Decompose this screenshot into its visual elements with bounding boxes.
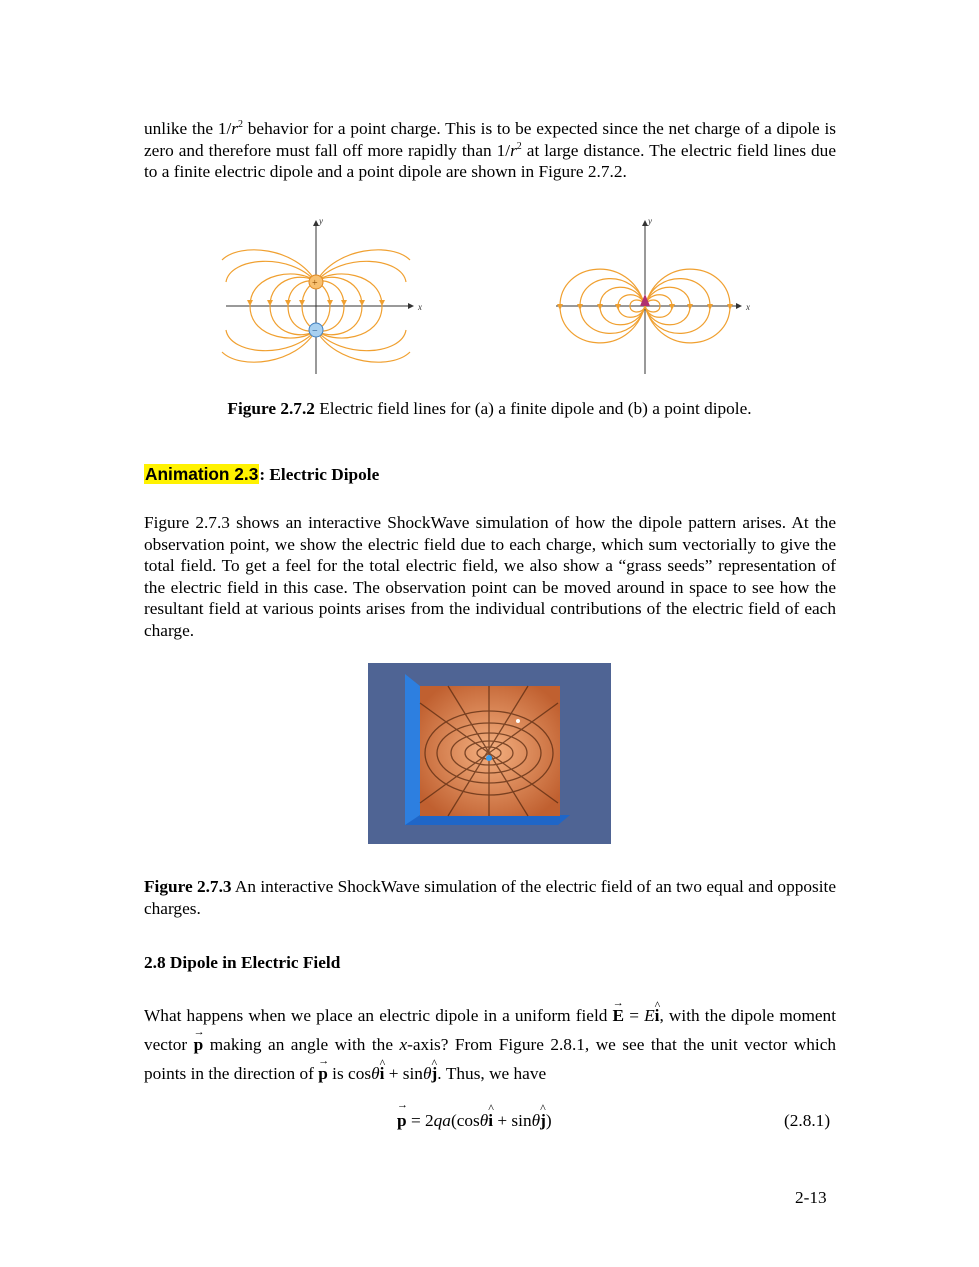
equation-number: (2.8.1) [784, 1111, 831, 1130]
point-dipole-diagram [556, 216, 750, 374]
plus-sign: + [312, 278, 318, 289]
figure-2-7-2 [0, 212, 979, 382]
animation-paragraph: Figure 2.7.3 shows an interactive ShockWave simulation of how the dipole pattern arises. At the observation point, we show the electric field due to each charge, which sum vectorially to give the total field. To get a feel for the total electric field, we also show a “grass seeds” representation of the electric field in this case. The observation point can be moved around in space to see how the resultant field at various points arises from the individual contributions of the electric field of each charge. [144, 513, 836, 640]
x-axis-label-b: x [746, 302, 750, 312]
figure-2-7-3-caption: Figure 2.7.3 An interactive ShockWave simulation of the electric field of an two equal and opposite charges. [144, 877, 836, 918]
simulation-render [368, 663, 611, 844]
x-axis-label-a: x [418, 302, 422, 312]
figure-2-7-2-caption: Figure 2.7.2 Electric field lines for (a) a finite dipole and (b) a point dipole. [227, 399, 752, 418]
section-paragraph: What happens when we place an electric dipole in a uniform field → E = E^ i, with the dipole moment vector → p making an angle with the x-axis? From Figure 2.8.1, we see that the unit vector which points in the direction of → p is cosθ^ i + sinθ^ j. Thus, we have [144, 1001, 836, 1088]
section-heading: 2.8 Dipole in Electric Field [144, 953, 341, 972]
intro-paragraph: unlike the $1/r^2$ behavior for a point charge. This is to be expected since the net charge of a dipole is zero and therefore must fall off more rapidly than $1/r^2$ at large distance. The electric field lines due to a finite electric dipole and a point dipole are shown in Figure 2.7.2. [144, 119, 836, 182]
dipole-field-diagrams [0, 212, 979, 382]
minus-sign: − [312, 326, 318, 337]
animation-label: Animation 2.3 [145, 464, 259, 484]
y-axis-label-b: y [648, 216, 652, 226]
shockwave-simulation-image [368, 663, 611, 844]
finite-dipole-diagram [222, 216, 422, 374]
animation-heading: Animation 2.3: Electric Dipole [145, 464, 380, 484]
y-axis-label-a: y [319, 216, 323, 226]
page-number: 2-13 [795, 1188, 827, 1207]
equation-body: → p = 2qa(cosθ^ i + sinθ^ j) [397, 1111, 552, 1131]
